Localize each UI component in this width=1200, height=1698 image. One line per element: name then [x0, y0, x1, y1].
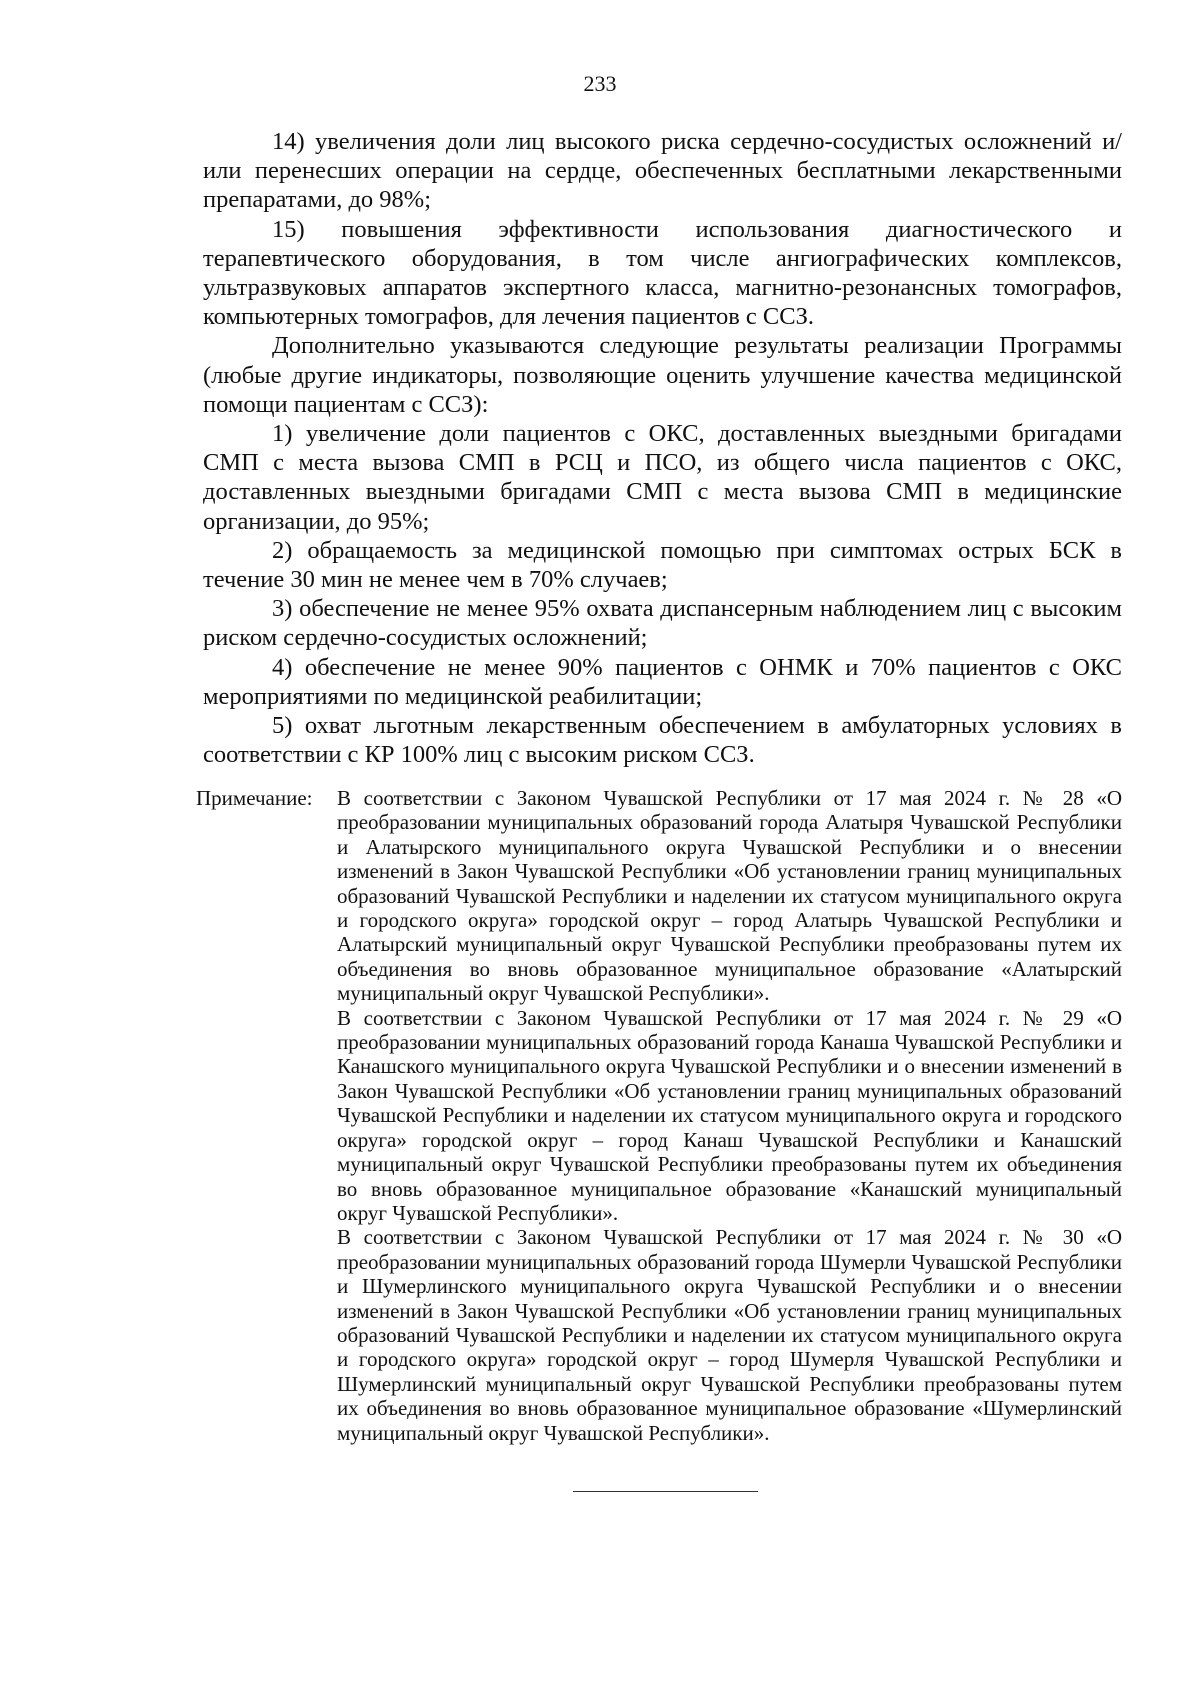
paragraph-item-14: 14) увеличения доли лиц высокого риска сердечно-сосудистых осложнений и/или перенесших операции на сердце, обеспеченных бесплатными лекарственными препаратами, до 98%; — [203, 128, 1122, 214]
note-paragraph-kanash: В соответствии с Законом Чувашской Республики от 17 мая 2024 г. № 29 «О преобразовании муниципальных образований города Канаша Чувашской Республики и Канашского муниципального округа Чувашской Республики и о внесении изменений в Закон Чувашской Республики «Об установлении границ муниципальных образований Чувашской Республики и наделении их статусом муниципального округа и городского округа» городской округ – город Канаш Чувашской Республики и Канашский муниципальный округ Чувашской Республики преобразованы путем их объединения во вновь образованное муниципальное образование «Канашский муниципальный округ Чувашской Республики». — [337, 1005, 1122, 1225]
paragraph-result-4: 4) обеспечение не менее 90% пациентов с ОНМК и 70% пациентов с ОКС мероприятиями по медицинской реабилитации; — [203, 653, 1122, 710]
note-paragraph-shumerlya: В соответствии с Законом Чувашской Республики от 17 мая 2024 г. № 30 «О преобразовании муниципальных образований города Шумерли Чувашской Республики и Шумерлинского муниципального округа Чувашской Республики и о внесении изменений в Закон Чувашской Республики «Об установлении границ муниципальных образований Чувашской Республики и наделении их статусом муниципального округа и городского округа» городской округ – город Шумерля Чувашской Республики и Шумерлинский муниципальный округ Чувашской Республики преобразованы путем их объединения во вновь образованное муниципальное образование «Шумерлинский муниципальный округ Чувашской Республики». — [337, 1225, 1122, 1445]
note-block — [196, 786, 1122, 1445]
paragraph-item-15: 15) повышения эффективности использования диагностического и терапевтического оборудования, в том числе ангиографических комплексов, ультразвуковых аппаратов экспертного класса, магнитно-резонансных томографов, компьютерных томографов, для лечения пациентов с ССЗ. — [203, 215, 1122, 331]
paragraph-result-5: 5) охват льготным лекарственным обеспечением в амбулаторных условиях в соответствии с КР 100% лиц с высоким риском ССЗ. — [203, 712, 1122, 769]
paragraph-result-2: 2) обращаемость за медицинской помощью при симптомах острых БСК в течение 30 мин не менее чем в 70% случаев; — [203, 536, 1122, 594]
page-number: 233 — [583, 71, 617, 96]
main-text — [203, 127, 1122, 769]
note-body — [337, 786, 1122, 1445]
note-paragraph-alatyr: В соответствии с Законом Чувашской Республики от 17 мая 2024 г. № 28 «О преобразовании муниципальных образований города Алатыря Чувашской Республики и Алатырского муниципального округа Чувашской Республики и о внесении изменений в Закон Чувашской Республики «Об установлении границ муниципальных образований Чувашской Республики и наделении их статусом муниципального округа и городского округа» городской округ – город Алатырь Чувашской Республики и Алатырский муниципальный округ Чувашской Республики преобразованы путем их объединения во вновь образованное муниципальное образование «Алатырский муниципальный округ Чувашской Республики». — [337, 786, 1122, 1006]
paragraph-result-3: 3) обеспечение не менее 95% охвата диспансерным наблюдением лиц с высоким риском сердечно-сосудистых осложнений; — [203, 595, 1122, 652]
paragraph-additional-results: Дополнительно указываются следующие результаты реализации Программы (любые другие индикаторы, позволяющие оценить улучшение качества медицинской помощи пациентам с ССЗ): — [203, 332, 1122, 418]
end-divider — [573, 1491, 758, 1492]
note-label: Примечание: — [196, 786, 313, 810]
paragraph-result-1: 1) увеличение доли пациентов с ОКС, доставленных выездными бригадами СМП с места вызова СМП в РСЦ и ПСО, из общего числа пациентов с ОКС, доставленных выездными бригадами СМП с места вызова СМП в медицинские организации, до 95%; — [203, 420, 1122, 535]
